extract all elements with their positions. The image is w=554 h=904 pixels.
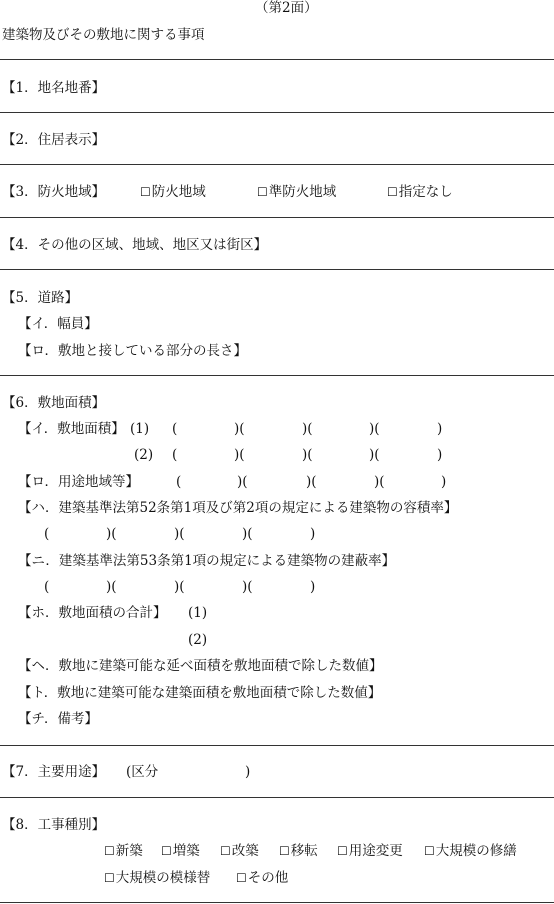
paren: )	[441, 474, 447, 490]
section-7-label: 【7．主要用途】	[2, 764, 106, 780]
divider	[0, 217, 554, 218]
paren: (	[44, 579, 50, 595]
paren: )(	[237, 474, 248, 490]
paren: )	[310, 526, 316, 542]
section-1-label: 【1．地名地番】	[2, 80, 106, 96]
checkbox-jun-bouka-chiiki[interactable]: ☐ 準防火地域	[257, 184, 336, 200]
section-2-label: 【2．住居表示】	[2, 132, 106, 148]
checkbox-zouchiku[interactable]: ☐ 増築	[161, 843, 200, 859]
divider	[0, 59, 554, 60]
section-5-label: 【5．道路】	[2, 290, 79, 306]
divider	[0, 902, 554, 903]
item-number: (2)	[134, 447, 154, 463]
section-6-c-label: 【ハ．建築基準法第52条第1項及び第2項の規定による建築物の容積率】	[18, 500, 458, 516]
page-label: （第2面）	[255, 0, 318, 16]
paren: )(	[234, 421, 245, 437]
paren: )	[310, 579, 316, 595]
paren: )	[437, 421, 443, 437]
paren: )	[437, 447, 443, 463]
paren: )(	[174, 526, 185, 542]
checkbox-bouka-chiiki[interactable]: ☐ 防火地域	[140, 184, 206, 200]
section-6-b-label: 【ロ．用途地域等】	[18, 474, 139, 490]
checkbox-youto-henkou[interactable]: ☐ 用途変更	[337, 843, 403, 859]
checkbox-daikibo-moyougae[interactable]: ☐ 大規模の模様替	[104, 870, 210, 886]
paren: )(	[302, 447, 313, 463]
section-5-a-label: 【イ．幅員】	[18, 316, 98, 332]
paren: )(	[374, 474, 385, 490]
section-6-label: 【6．敷地面積】	[2, 395, 106, 411]
item-number: (2)	[188, 632, 208, 648]
divider	[0, 745, 554, 746]
section-6-a-label: 【イ．敷地面積】	[18, 421, 125, 437]
section-6-h-label: 【チ．備考】	[18, 711, 99, 727]
paren: (	[172, 421, 178, 437]
paren: )(	[302, 421, 313, 437]
paren: )(	[174, 579, 185, 595]
section-6-g-label: 【ト．敷地に建築可能な建築面積を敷地面積で除した数値】	[18, 685, 382, 701]
paren: )(	[106, 526, 117, 542]
paren: )(	[242, 526, 253, 542]
section-4-label: 【4．その他の区域、地域、地区又は街区】	[2, 237, 268, 253]
paren: )(	[369, 421, 380, 437]
checkbox-shinchiku[interactable]: ☐ 新築	[104, 843, 143, 859]
divider	[0, 797, 554, 798]
document-title: 建築物及びその敷地に関する事項	[2, 27, 205, 43]
divider	[0, 164, 554, 165]
checkbox-daikibo-shuuzen[interactable]: ☐ 大規模の修繕	[424, 843, 517, 859]
paren: (	[176, 474, 182, 490]
paren: )(	[369, 447, 380, 463]
divider	[0, 269, 554, 270]
paren: (	[44, 526, 50, 542]
section-6-f-label: 【ヘ．敷地に建築可能な延べ面積を敷地面積で除した数値】	[18, 658, 383, 674]
paren: )	[245, 764, 251, 780]
section-6-e-label: 【ホ．敷地面積の合計】	[18, 605, 167, 621]
section-8-label: 【8．工事種別】	[2, 817, 106, 833]
checkbox-iten[interactable]: ☐ 移転	[279, 843, 318, 859]
paren: (	[172, 447, 178, 463]
divider	[0, 375, 554, 376]
section-5-b-label: 【ロ．敷地と接している部分の長さ】	[18, 343, 247, 359]
section-6-d-label: 【ニ．建築基準法第53条第1項の規定による建築物の建蔽率】	[18, 553, 396, 569]
kubun-label: (区分	[126, 764, 159, 780]
section-3-label: 【3．防火地域】	[2, 184, 106, 200]
item-number: (1)	[188, 605, 208, 621]
checkbox-sonota[interactable]: ☐ その他	[236, 870, 288, 886]
paren: )(	[106, 579, 117, 595]
paren: )(	[306, 474, 317, 490]
paren: )(	[234, 447, 245, 463]
paren: )(	[242, 579, 253, 595]
item-number: (1)	[130, 421, 150, 437]
divider	[0, 112, 554, 113]
checkbox-shitei-nashi[interactable]: ☐ 指定なし	[387, 184, 453, 200]
checkbox-kaichiku[interactable]: ☐ 改築	[220, 843, 259, 859]
